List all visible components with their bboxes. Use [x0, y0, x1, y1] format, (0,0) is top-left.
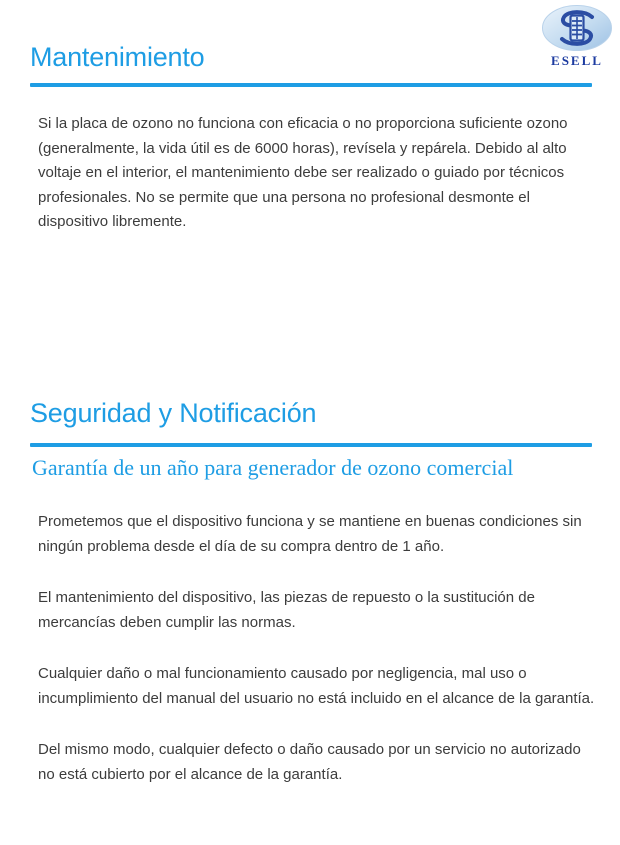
warranty-paragraph-1: Prometemos que el dispositivo funciona y se mantiene en buenas condiciones sin ningún problema desde el día de su compra dentro de 1 año. — [38, 513, 582, 555]
brand-name: ESELL — [551, 53, 603, 68]
esell-emblem-icon — [541, 4, 613, 52]
maintenance-paragraph: Si la placa de ozono no funciona con eficacia o no proporciona suficiente ozono (generalmente, la vida útil es de 6000 horas), revísela y repárela. Debido al alto voltaje en el interior, el mantenimiento debe ser realizado o guiado por técnicos profesionales. No se permite que una persona no profesional desmonte el dispositivo libremente. — [38, 115, 568, 230]
warranty-paragraphs — [38, 509, 596, 813]
section-divider-maintenance — [30, 83, 592, 87]
section-divider-safety — [30, 443, 592, 447]
warranty-paragraph-3: Cualquier daño o mal funcionamiento causado por negligencia, mal uso o incumplimiento del manual del usuario no está incluido en el alcance de la garantía. — [38, 665, 595, 707]
warranty-subtitle: Garantía de un año para generador de ozono comercial — [32, 455, 514, 480]
warranty-paragraph-2: El mantenimiento del dispositivo, las piezas de repuesto o la sustitución de mercancías deben cumplir las normas. — [38, 589, 535, 631]
section-title-safety: Seguridad y Notificación — [30, 398, 317, 428]
section-title-maintenance: Mantenimiento — [30, 42, 205, 72]
brand-logo — [539, 4, 615, 69]
warranty-paragraph-4: Del mismo modo, cualquier defecto o daño causado por un servicio no autorizado no está cubierto por el alcance de la garantía. — [38, 741, 581, 783]
